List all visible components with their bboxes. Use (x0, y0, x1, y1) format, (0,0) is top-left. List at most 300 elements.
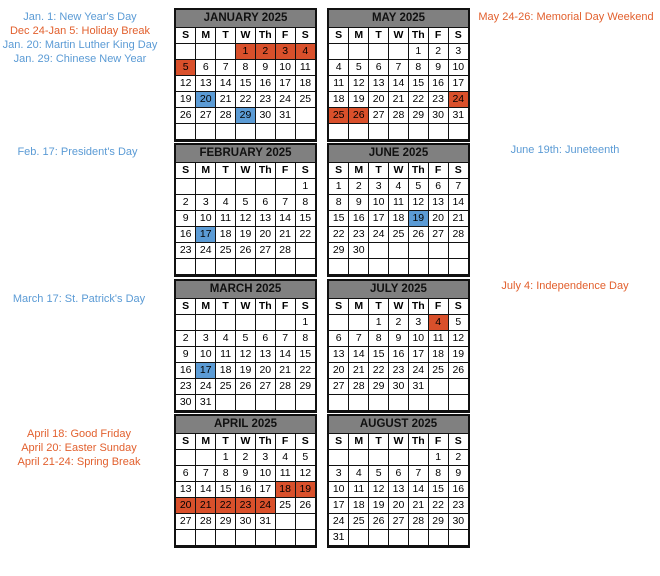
day-cell: 22 (408, 92, 428, 108)
note-easter: April 20: Easter Sunday (21, 442, 137, 454)
day-cell: 31 (196, 395, 216, 411)
empty-cell (448, 530, 468, 546)
day-cell: 10 (448, 60, 468, 76)
day-cell: 3 (448, 44, 468, 60)
day-cell: 23 (176, 243, 196, 259)
day-cell: 20 (255, 363, 275, 379)
calendar-april (174, 414, 317, 548)
weekday-header: Th (408, 163, 428, 179)
empty-cell (176, 530, 196, 546)
week-row (329, 450, 468, 466)
empty-cell (408, 259, 428, 275)
notes-mar (0, 292, 158, 306)
month-title: MAY 2025 (329, 10, 468, 28)
month-grid (329, 434, 468, 546)
day-cell: 18 (216, 363, 236, 379)
calendar-january (174, 8, 317, 142)
month-title: FEBRUARY 2025 (176, 145, 315, 163)
day-cell: 14 (196, 482, 216, 498)
month-grid (176, 28, 315, 140)
day-cell: 25 (428, 363, 448, 379)
day-cell: 8 (329, 195, 349, 211)
day-cell: 16 (236, 482, 256, 498)
week-row (329, 514, 468, 530)
empty-cell (216, 315, 236, 331)
week-row (329, 379, 468, 395)
weekday-header: W (389, 299, 409, 315)
empty-cell (176, 179, 196, 195)
day-cell: 18 (389, 211, 409, 227)
empty-cell (255, 530, 275, 546)
month-title: APRIL 2025 (176, 416, 315, 434)
empty-cell (176, 315, 196, 331)
day-cell: 27 (176, 514, 196, 530)
day-cell: 5 (369, 466, 389, 482)
day-cell: 30 (428, 108, 448, 124)
day-cell: 19 (176, 92, 196, 108)
day-cell: 16 (428, 76, 448, 92)
calendar-august (327, 414, 470, 548)
week-row (176, 482, 315, 498)
month-title: JANUARY 2025 (176, 10, 315, 28)
empty-cell (255, 395, 275, 411)
weekday-header: S (176, 163, 196, 179)
day-cell: 20 (255, 227, 275, 243)
empty-cell (428, 124, 448, 140)
day-cell: 29 (428, 514, 448, 530)
day-cell: 21 (448, 211, 468, 227)
day-cell: 29 (369, 379, 389, 395)
weekday-header: M (196, 163, 216, 179)
day-cell: 13 (329, 347, 349, 363)
week-row (329, 227, 468, 243)
month-grid (176, 434, 315, 546)
day-cell: 10 (196, 211, 216, 227)
empty-cell (275, 514, 295, 530)
day-cell: 20 (329, 363, 349, 379)
week-row (329, 363, 468, 379)
empty-cell (196, 259, 216, 275)
day-cell: 19 (369, 498, 389, 514)
day-cell: 24 (255, 498, 275, 514)
note-holiday-break: Dec 24-Jan 5: Holiday Break (9, 25, 150, 37)
weekday-header: F (428, 299, 448, 315)
empty-cell (329, 315, 349, 331)
day-cell: 22 (236, 92, 256, 108)
day-cell: 23 (236, 498, 256, 514)
day-cell: 14 (349, 347, 369, 363)
weekday-header: S (295, 299, 315, 315)
note-presidents-day: Feb. 17: President's Day (17, 146, 138, 158)
day-cell: 3 (329, 466, 349, 482)
day-cell: 3 (369, 179, 389, 195)
empty-cell (448, 395, 468, 411)
day-cell: 16 (176, 363, 196, 379)
day-cell: 3 (275, 44, 295, 60)
day-cell: 13 (369, 76, 389, 92)
empty-cell (408, 243, 428, 259)
weekday-header: M (349, 434, 369, 450)
day-cell: 25 (275, 498, 295, 514)
empty-cell (369, 124, 389, 140)
day-cell: 28 (389, 108, 409, 124)
day-cell: 23 (349, 227, 369, 243)
empty-cell (176, 259, 196, 275)
weekday-header-row (176, 434, 315, 450)
week-row (329, 44, 468, 60)
empty-cell (428, 395, 448, 411)
day-cell: 10 (255, 466, 275, 482)
day-cell: 22 (295, 363, 315, 379)
empty-cell (448, 124, 468, 140)
empty-cell (275, 530, 295, 546)
day-cell: 24 (196, 379, 216, 395)
day-cell: 17 (196, 363, 216, 379)
weekday-header: M (196, 28, 216, 44)
day-cell: 28 (275, 243, 295, 259)
empty-cell (275, 259, 295, 275)
week-row (176, 92, 315, 108)
weekday-header: T (216, 299, 236, 315)
week-row (329, 76, 468, 92)
weekday-header: S (176, 28, 196, 44)
week-row (329, 498, 468, 514)
week-row (329, 60, 468, 76)
empty-cell (196, 124, 216, 140)
day-cell: 7 (275, 331, 295, 347)
day-cell: 13 (196, 76, 216, 92)
day-cell: 28 (408, 514, 428, 530)
day-cell: 8 (408, 60, 428, 76)
week-row (176, 315, 315, 331)
day-cell: 7 (349, 331, 369, 347)
day-cell: 10 (369, 195, 389, 211)
day-cell: 12 (448, 331, 468, 347)
day-cell: 28 (196, 514, 216, 530)
weekday-header: W (389, 163, 409, 179)
week-row (329, 315, 468, 331)
day-cell: 14 (448, 195, 468, 211)
day-cell: 9 (349, 195, 369, 211)
weekday-header: W (389, 434, 409, 450)
note-new-years: Jan. 1: New Year's Day (23, 11, 137, 23)
day-cell: 13 (389, 482, 409, 498)
empty-cell (236, 124, 256, 140)
day-cell: 2 (428, 44, 448, 60)
empty-cell (428, 259, 448, 275)
empty-cell (216, 124, 236, 140)
day-cell: 11 (389, 195, 409, 211)
week-row (329, 482, 468, 498)
weekday-header-row (176, 163, 315, 179)
day-cell: 28 (448, 227, 468, 243)
day-cell: 16 (255, 76, 275, 92)
week-row (176, 379, 315, 395)
notes-may (472, 10, 660, 24)
weekday-header: W (389, 28, 409, 44)
day-cell: 17 (255, 482, 275, 498)
day-cell: 23 (428, 92, 448, 108)
day-cell: 8 (428, 466, 448, 482)
day-cell: 29 (295, 379, 315, 395)
empty-cell (176, 450, 196, 466)
calendar-march (174, 279, 317, 413)
day-cell: 9 (255, 60, 275, 76)
day-cell: 17 (196, 227, 216, 243)
day-cell: 26 (176, 108, 196, 124)
empty-cell (295, 395, 315, 411)
weekday-header: F (275, 163, 295, 179)
week-row (176, 363, 315, 379)
day-cell: 13 (255, 347, 275, 363)
empty-cell (389, 243, 409, 259)
note-st-patricks: March 17: St. Patrick's Day (12, 293, 146, 305)
day-cell: 7 (408, 466, 428, 482)
note-mlk: Jan. 20: Martin Luther King Day (2, 39, 158, 51)
day-cell: 2 (236, 450, 256, 466)
week-row (329, 395, 468, 411)
day-cell: 20 (428, 211, 448, 227)
empty-cell (428, 243, 448, 259)
week-row (176, 395, 315, 411)
day-cell: 13 (428, 195, 448, 211)
day-cell: 24 (369, 227, 389, 243)
day-cell: 14 (389, 76, 409, 92)
day-cell: 24 (408, 363, 428, 379)
day-cell: 9 (428, 60, 448, 76)
day-cell: 1 (295, 315, 315, 331)
day-cell: 19 (236, 363, 256, 379)
day-cell: 4 (216, 331, 236, 347)
empty-cell (448, 379, 468, 395)
day-cell: 21 (196, 498, 216, 514)
empty-cell (275, 395, 295, 411)
day-cell: 12 (236, 211, 256, 227)
day-cell: 25 (216, 379, 236, 395)
empty-cell (295, 243, 315, 259)
day-cell: 30 (448, 514, 468, 530)
day-cell: 27 (255, 243, 275, 259)
day-cell: 23 (448, 498, 468, 514)
day-cell: 18 (295, 76, 315, 92)
day-cell: 15 (408, 76, 428, 92)
day-cell: 1 (428, 450, 448, 466)
week-row (176, 76, 315, 92)
empty-cell (236, 530, 256, 546)
empty-cell (275, 179, 295, 195)
day-cell: 5 (295, 450, 315, 466)
day-cell: 27 (196, 108, 216, 124)
day-cell: 6 (255, 331, 275, 347)
weekday-header: T (369, 163, 389, 179)
day-cell: 26 (349, 108, 369, 124)
day-cell: 2 (349, 179, 369, 195)
empty-cell (295, 259, 315, 275)
month-title: JUNE 2025 (329, 145, 468, 163)
empty-cell (216, 395, 236, 411)
day-cell: 5 (236, 195, 256, 211)
day-cell: 3 (196, 331, 216, 347)
day-cell: 5 (236, 331, 256, 347)
notes-jul (490, 279, 640, 293)
empty-cell (349, 259, 369, 275)
day-cell: 14 (216, 76, 236, 92)
day-cell: 6 (428, 179, 448, 195)
day-cell: 20 (369, 92, 389, 108)
day-cell: 17 (275, 76, 295, 92)
empty-cell (329, 450, 349, 466)
calendar-february (174, 143, 317, 277)
week-row (176, 44, 315, 60)
day-cell: 23 (176, 379, 196, 395)
day-cell: 29 (329, 243, 349, 259)
day-cell: 14 (275, 347, 295, 363)
day-cell: 23 (255, 92, 275, 108)
weekday-header-row (176, 28, 315, 44)
empty-cell (369, 395, 389, 411)
empty-cell (448, 243, 468, 259)
empty-cell (236, 395, 256, 411)
day-cell: 5 (448, 315, 468, 331)
day-cell: 9 (389, 331, 409, 347)
day-cell: 17 (448, 76, 468, 92)
empty-cell (369, 259, 389, 275)
week-row (176, 259, 315, 275)
day-cell: 3 (255, 450, 275, 466)
empty-cell (389, 124, 409, 140)
month-grid (329, 28, 468, 140)
weekday-header: S (329, 299, 349, 315)
day-cell: 7 (275, 195, 295, 211)
day-cell: 1 (408, 44, 428, 60)
weekday-header: W (236, 163, 256, 179)
empty-cell (216, 259, 236, 275)
day-cell: 6 (329, 331, 349, 347)
weekday-header: M (349, 299, 369, 315)
weekday-header: F (275, 28, 295, 44)
day-cell: 22 (216, 498, 236, 514)
day-cell: 25 (295, 92, 315, 108)
note-spring-break: April 21-24: Spring Break (17, 456, 141, 468)
day-cell: 7 (448, 179, 468, 195)
weekday-header: S (329, 434, 349, 450)
weekday-header: M (349, 163, 369, 179)
day-cell: 14 (275, 211, 295, 227)
day-cell: 9 (448, 466, 468, 482)
day-cell: 13 (255, 211, 275, 227)
empty-cell (196, 315, 216, 331)
empty-cell (349, 450, 369, 466)
calendar-june (327, 143, 470, 277)
week-row (176, 331, 315, 347)
month-title: JULY 2025 (329, 281, 468, 299)
day-cell: 20 (389, 498, 409, 514)
empty-cell (236, 315, 256, 331)
week-row (329, 124, 468, 140)
weekday-header: F (428, 163, 448, 179)
week-row (176, 60, 315, 76)
day-cell: 30 (349, 243, 369, 259)
week-row (176, 498, 315, 514)
week-row (329, 259, 468, 275)
empty-cell (329, 259, 349, 275)
empty-cell (349, 124, 369, 140)
day-cell: 17 (369, 211, 389, 227)
day-cell: 19 (408, 211, 428, 227)
week-row (176, 124, 315, 140)
day-cell: 18 (349, 498, 369, 514)
weekday-header: Th (255, 299, 275, 315)
day-cell: 6 (196, 60, 216, 76)
day-cell: 31 (408, 379, 428, 395)
day-cell: 30 (389, 379, 409, 395)
week-row (329, 243, 468, 259)
day-cell: 13 (176, 482, 196, 498)
empty-cell (329, 395, 349, 411)
month-grid (176, 299, 315, 411)
day-cell: 12 (349, 76, 369, 92)
day-cell: 10 (196, 347, 216, 363)
day-cell: 8 (216, 466, 236, 482)
day-cell: 16 (389, 347, 409, 363)
weekday-header: F (428, 28, 448, 44)
day-cell: 1 (329, 179, 349, 195)
notes-jan (0, 10, 160, 66)
weekday-header: S (329, 163, 349, 179)
empty-cell (428, 379, 448, 395)
day-cell: 9 (176, 211, 196, 227)
day-cell: 10 (408, 331, 428, 347)
day-cell: 12 (236, 347, 256, 363)
week-row (176, 450, 315, 466)
month-grid (329, 163, 468, 275)
empty-cell (329, 124, 349, 140)
empty-cell (389, 395, 409, 411)
day-cell: 12 (295, 466, 315, 482)
empty-cell (369, 530, 389, 546)
day-cell: 26 (295, 498, 315, 514)
day-cell: 23 (389, 363, 409, 379)
day-cell: 19 (295, 482, 315, 498)
empty-cell (389, 259, 409, 275)
weekday-header: Th (255, 163, 275, 179)
day-cell: 15 (295, 347, 315, 363)
week-row (329, 466, 468, 482)
day-cell: 16 (176, 227, 196, 243)
week-row (176, 243, 315, 259)
empty-cell (369, 243, 389, 259)
weekday-header-row (329, 299, 468, 315)
empty-cell (408, 124, 428, 140)
day-cell: 19 (236, 227, 256, 243)
empty-cell (349, 315, 369, 331)
empty-cell (275, 315, 295, 331)
weekday-header: S (295, 28, 315, 44)
day-cell: 11 (216, 347, 236, 363)
day-cell: 25 (329, 108, 349, 124)
week-row (329, 195, 468, 211)
empty-cell (389, 530, 409, 546)
day-cell: 1 (236, 44, 256, 60)
day-cell: 4 (349, 466, 369, 482)
empty-cell (216, 44, 236, 60)
day-cell: 4 (216, 195, 236, 211)
month-title: MARCH 2025 (176, 281, 315, 299)
day-cell: 27 (389, 514, 409, 530)
weekday-header: M (196, 299, 216, 315)
day-cell: 3 (196, 195, 216, 211)
weekday-header: S (448, 28, 468, 44)
